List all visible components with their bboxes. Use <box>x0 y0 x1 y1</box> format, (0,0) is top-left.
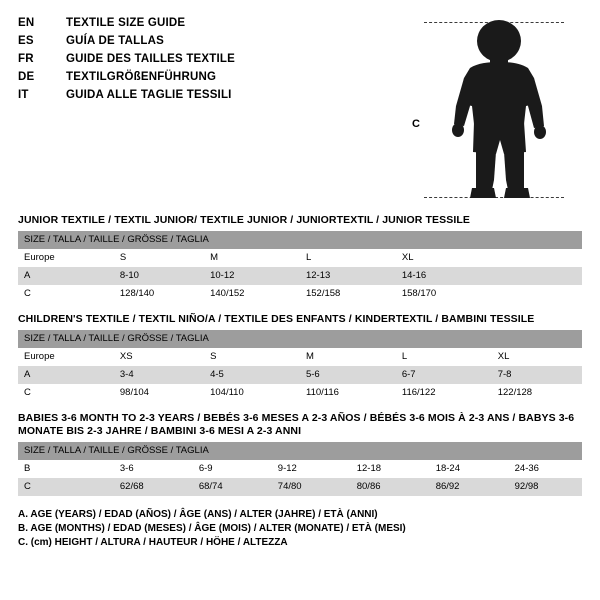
row-label: B <box>18 460 114 478</box>
cell: 8-10 <box>114 267 204 285</box>
size-table-junior <box>18 231 582 303</box>
cell: 3-6 <box>114 460 193 478</box>
cell: 152/158 <box>300 285 396 303</box>
cell: 110/116 <box>300 384 396 402</box>
table-row <box>18 478 582 496</box>
language-code: FR <box>18 53 34 65</box>
band-label: SIZE / TALLA / TAILLE / GRÖSSE / TAGLIA <box>18 231 582 249</box>
cell: 7-8 <box>492 366 582 384</box>
legend-line-a: A. AGE (YEARS) / EDAD (AÑOS) / ÂGE (ANS) / ALTER (JAHRE) / ETÀ (ANNI) <box>18 509 378 520</box>
row-label: A <box>18 267 114 285</box>
language-row <box>18 50 235 68</box>
legend-line-b: B. AGE (MONTHS) / EDAD (MESES) / ÂGE (MOIS) / ALTER (MONATE) / ETÀ (MESI) <box>18 523 406 534</box>
language-code: EN <box>18 17 35 29</box>
row-label: C <box>18 384 114 402</box>
language-row <box>18 86 235 104</box>
section-junior-textile <box>18 214 582 303</box>
size-table-children <box>18 330 582 402</box>
language-title: GUIDE DES TAILLES TEXTILE <box>66 53 235 65</box>
cell: 9-12 <box>272 460 351 478</box>
cell: L <box>300 249 396 267</box>
language-code: IT <box>18 89 29 101</box>
cell: XS <box>114 348 204 366</box>
figure-area <box>412 14 582 199</box>
cell: 122/128 <box>492 384 582 402</box>
cell: 12-18 <box>351 460 430 478</box>
legend <box>18 508 582 550</box>
table-row <box>18 285 582 303</box>
section-title: BABIES 3-6 MONTH TO 2-3 YEARS / BEBÉS 3-6 MESES A 2-3 AÑOS / BÉBÉS 3-6 MOIS À 2-3 ANS / BABYS 3-6 MONATE BIS 2-3 JAHRE / BAMBINI 3-6 MESI A 2-3 ANNI <box>18 412 575 437</box>
height-measure-label: C <box>412 118 420 130</box>
table-row <box>18 460 582 478</box>
table-row <box>18 384 582 402</box>
language-code: DE <box>18 71 35 83</box>
table-band-header <box>18 330 582 348</box>
cell: S <box>204 348 300 366</box>
cell: 10-12 <box>204 267 300 285</box>
language-title: TEXTILE SIZE GUIDE <box>66 17 186 29</box>
section-title: JUNIOR TEXTILE / TEXTIL JUNIOR/ TEXTILE JUNIOR / JUNIORTEXTIL / JUNIOR TESSILE <box>18 214 470 226</box>
band-label: SIZE / TALLA / TAILLE / GRÖSSE / TAGLIA <box>18 330 582 348</box>
cell: 68/74 <box>193 478 272 496</box>
row-label: Europe <box>18 348 114 366</box>
cell: 104/110 <box>204 384 300 402</box>
band-label: SIZE / TALLA / TAILLE / GRÖSSE / TAGLIA <box>18 442 582 460</box>
cell <box>492 267 582 285</box>
table-band-header <box>18 231 582 249</box>
cell: 3-4 <box>114 366 204 384</box>
cell: M <box>204 249 300 267</box>
cell: 14-16 <box>396 267 492 285</box>
table-row <box>18 348 582 366</box>
cell: 18-24 <box>430 460 509 478</box>
language-title: TEXTILGRÖßENFÜHRUNG <box>66 71 217 83</box>
row-label: C <box>18 285 114 303</box>
language-row <box>18 68 235 86</box>
cell: 116/122 <box>396 384 492 402</box>
cell: 80/86 <box>351 478 430 496</box>
table-band-header <box>18 442 582 460</box>
header <box>18 14 582 204</box>
cell: 86/92 <box>430 478 509 496</box>
cell: M <box>300 348 396 366</box>
cell: 158/170 <box>396 285 492 303</box>
cell: 92/98 <box>509 478 582 496</box>
cell: 6-7 <box>396 366 492 384</box>
cell: XL <box>492 348 582 366</box>
cell: 6-9 <box>193 460 272 478</box>
language-row <box>18 32 235 50</box>
table-row <box>18 249 582 267</box>
language-code: ES <box>18 35 34 47</box>
cell: 98/104 <box>114 384 204 402</box>
child-silhouette-icon <box>440 20 560 200</box>
section-babies-textile <box>18 412 582 496</box>
cell: 74/80 <box>272 478 351 496</box>
cell: 5-6 <box>300 366 396 384</box>
cell: 12-13 <box>300 267 396 285</box>
row-label: C <box>18 478 114 496</box>
section-title: CHILDREN'S TEXTILE / TEXTIL NIÑO/A / TEXTILE DES ENFANTS / KINDERTEXTIL / BAMBINI TESSILE <box>18 313 535 325</box>
language-title-table <box>18 14 235 104</box>
cell <box>492 249 582 267</box>
legend-line-c: C. (cm) HEIGHT / ALTURA / HAUTEUR / HÖHE / ALTEZZA <box>18 537 288 548</box>
cell: 128/140 <box>114 285 204 303</box>
language-title: GUÍA DE TALLAS <box>66 35 164 47</box>
cell: S <box>114 249 204 267</box>
cell: L <box>396 348 492 366</box>
cell: 62/68 <box>114 478 193 496</box>
row-label: A <box>18 366 114 384</box>
table-row <box>18 366 582 384</box>
cell: 140/152 <box>204 285 300 303</box>
cell: 4-5 <box>204 366 300 384</box>
row-label: Europe <box>18 249 114 267</box>
language-title: GUIDA ALLE TAGLIE TESSILI <box>66 89 232 101</box>
section-childrens-textile <box>18 313 582 402</box>
table-row <box>18 267 582 285</box>
language-row <box>18 14 235 32</box>
cell: XL <box>396 249 492 267</box>
size-table-babies <box>18 442 582 496</box>
cell: 24-36 <box>509 460 582 478</box>
cell <box>492 285 582 303</box>
